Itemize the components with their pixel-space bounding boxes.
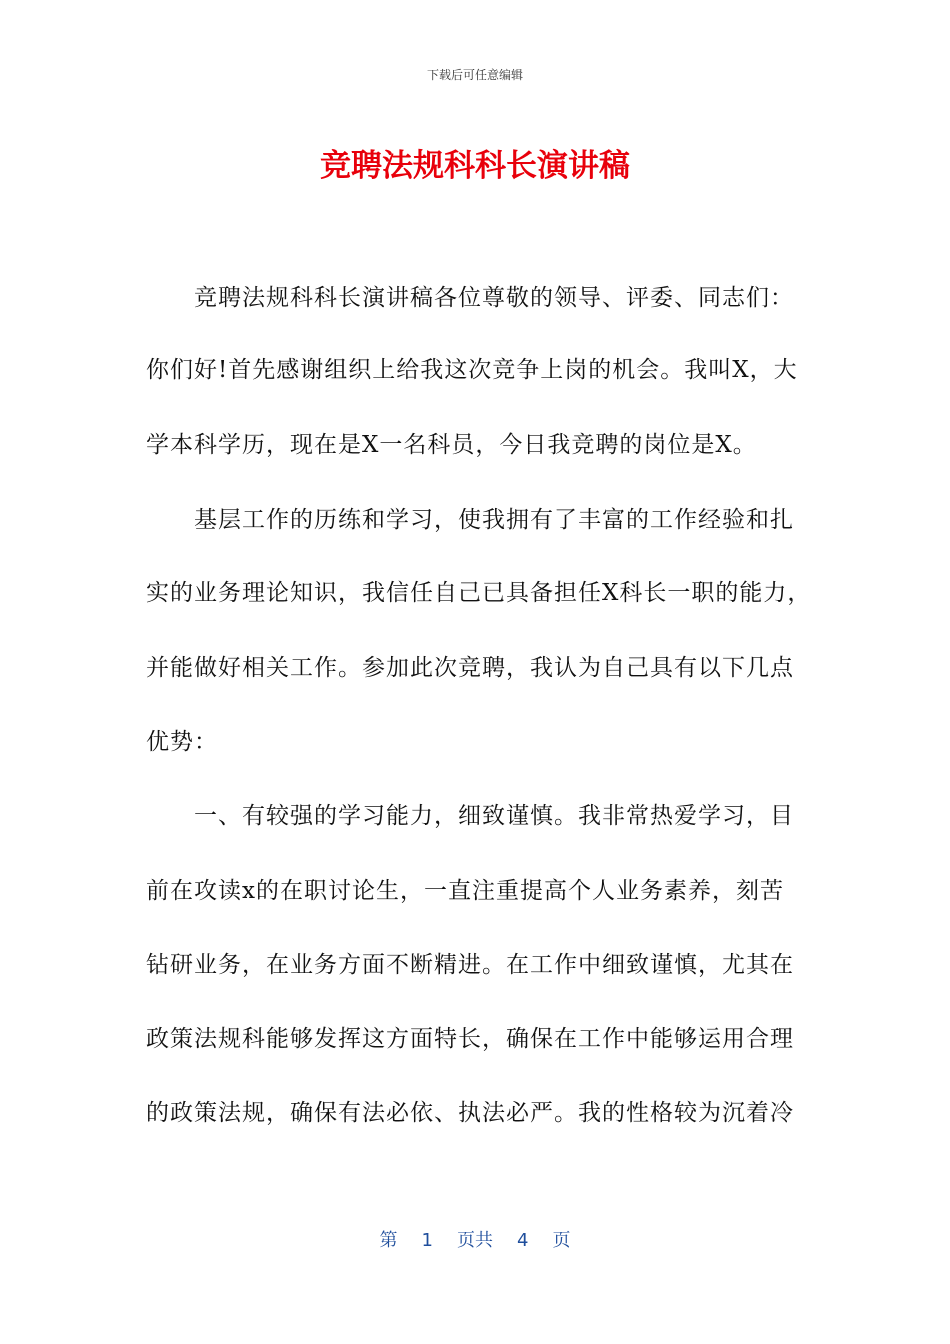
page-label-suffix: 页 (552, 1230, 571, 1251)
body-line: 实的业务理论知识，我信任自己已具备担任X科长一职的能力， (146, 580, 812, 606)
body-line: 你们好!首先感谢组织上给我这次竞争上岗的机会。我叫X，大 (146, 357, 798, 383)
header-note: 下载后可任意编辑 (426, 68, 523, 82)
document-title: 竞聘法规科科长演讲稿 (320, 148, 630, 184)
body-line: 钻研业务，在业务方面不断精进。在工作中细致谨慎，尤其在 (146, 952, 794, 978)
body-line: 优势： (146, 729, 218, 755)
page-footer (0, 1226, 950, 1252)
page-total: 4 (517, 1230, 529, 1251)
page-label-prefix: 第 (379, 1230, 398, 1251)
body-line: 一、有较强的学习能力，细致谨慎。我非常热爱学习，目 (194, 803, 794, 829)
body-line: 并能做好相关工作。参加此次竞聘，我认为自己具有以下几点 (146, 655, 794, 681)
body-line: 基层工作的历练和学习，使我拥有了丰富的工作经验和扎 (194, 507, 794, 533)
body-line: 政策法规科能够发挥这方面特长，确保在工作中能够运用合理 (146, 1026, 794, 1052)
body-line: 学本科学历，现在是X一名科员，今日我竞聘的岗位是X。 (146, 432, 757, 458)
body-line: 竞聘法规科科长演讲稿各位尊敬的领导、评委、同志们： (194, 285, 794, 311)
body-line: 前在攻读x的在职讨论生，一直注重提高个人业务素养，刻苦 (146, 878, 784, 904)
page-current: 1 (421, 1230, 433, 1251)
page-label-mid: 页共 (457, 1230, 493, 1251)
body-line: 的政策法规，确保有法必依、执法必严。我的性格较为沉着冷 (146, 1100, 794, 1126)
